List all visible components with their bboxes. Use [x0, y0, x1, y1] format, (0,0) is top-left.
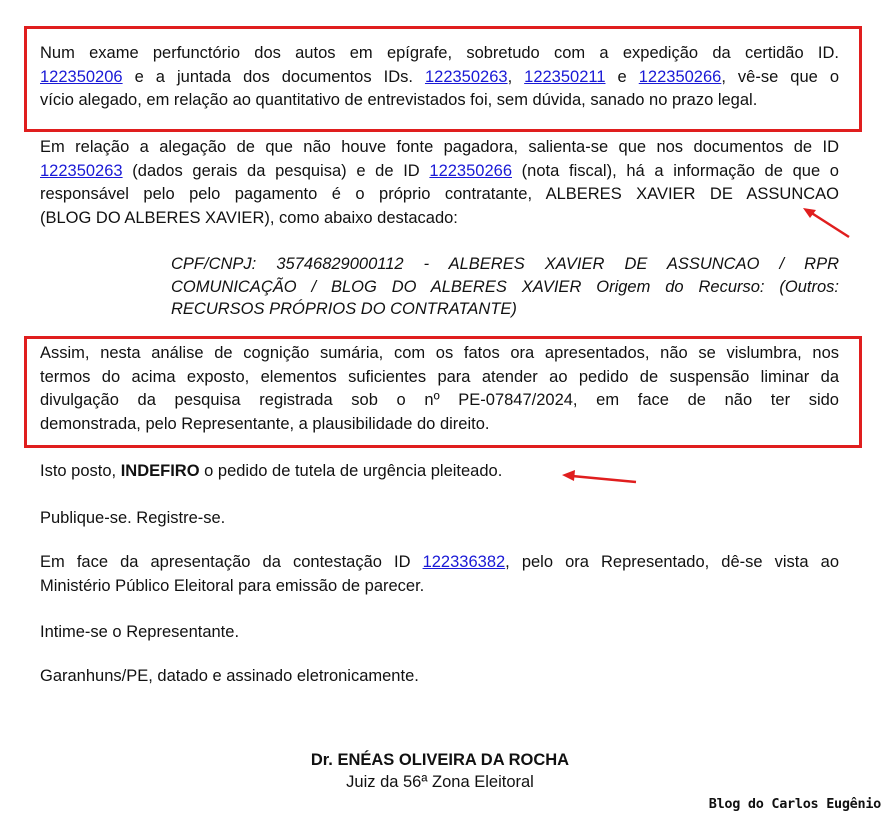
document-link[interactable]: 122350206: [40, 67, 123, 86]
paragraph-4-line-1: Em face da apresentação da contestação ID 122336382, pelo ora Representado, dê-se vista ao: [40, 553, 839, 571]
document-link[interactable]: 122350266: [429, 161, 512, 180]
paragraph-2: [40, 136, 839, 230]
arrow-shaft: [572, 476, 636, 482]
quotation-block: [171, 253, 839, 321]
signature-block: [0, 749, 880, 793]
decision-line: Isto posto, INDEFIRO o pedido de tutela de urgência pleiteado.: [40, 462, 503, 480]
arrow-head: [803, 208, 816, 218]
watermark: Blog do Carlos Eugênio: [708, 796, 881, 812]
arrow-shaft: [810, 212, 849, 237]
document-link[interactable]: 122350266: [638, 67, 722, 86]
paragraph-1-line-3: vício alegado, em relação ao quantitativo de entrevistados foi, sem dúvida, sanado no prazo legal.: [40, 91, 758, 109]
document-link[interactable]: 122350263: [424, 67, 508, 86]
red-arrow-icon: [800, 204, 852, 240]
paragraph-2-line-2: 122350263 (dados gerais da pesquisa) e de ID 122350266 (nota fiscal), há a informação de que o: [40, 161, 839, 180]
signer-title: Juiz da 56ª Zona Eleitoral: [346, 773, 534, 791]
paragraph-1: [40, 42, 839, 113]
paragraph-2-line-4: (BLOG DO ALBERES XAVIER), como abaixo destacado:: [40, 208, 458, 227]
paragraph-3-line-2: termos do acima exposto, elementos suficientes para atender ao pedido de suspensão liminar da: [40, 367, 839, 386]
quote-line-3: RECURSOS PRÓPRIOS DO CONTRATANTE): [171, 300, 517, 318]
document-link[interactable]: 122336382: [422, 553, 506, 571]
document-link[interactable]: 122350211: [524, 67, 606, 86]
paragraph-2-line-3: responsável pelo pelo pagamento é o próprio contratante, ALBERES XAVIER DE ASSUNCAO: [40, 185, 839, 203]
paragraph-2-line-1: Em relação a alegação de que não houve fonte pagadora, salienta-se que nos documentos de ID: [40, 138, 839, 156]
paragraph-3-line-1: Assim, nesta análise de cognição sumária, com os fatos ora apresentados, não se vislumbra, nos: [40, 344, 839, 362]
signer-name: Dr. ENÉAS OLIVEIRA DA ROCHA: [310, 751, 570, 769]
decision-keyword: INDEFIRO: [120, 462, 200, 480]
document-link[interactable]: 122350263: [40, 161, 123, 180]
paragraph-3: [40, 342, 839, 436]
publish-line: Publique-se. Registre-se.: [40, 509, 226, 527]
paragraph-4: [40, 551, 839, 598]
quote-line-2: COMUNICAÇÃO / BLOG DO ALBERES XAVIER Origem do Recurso: (Outros:: [171, 277, 839, 296]
place-date-line: Garanhuns/PE, datado e assinado eletronicamente.: [40, 667, 419, 685]
red-arrow-icon: [560, 468, 640, 488]
paragraph-3-line-4: demonstrada, pelo Representante, a plausibilidade do direito.: [40, 414, 490, 433]
paragraph-1-line-1: Num exame perfunctório dos autos em epígrafe, sobretudo com a expedição da certidão ID.: [40, 44, 839, 62]
paragraph-4-line-2: Ministério Público Eleitoral para emissão de parecer.: [40, 576, 425, 595]
arrow-head: [562, 470, 575, 481]
paragraph-3-line-3: divulgação da pesquisa registrada sob o nº PE-07847/2024, em face de não ter sido: [40, 391, 839, 409]
quote-line-1: CPF/CNPJ: 35746829000112 - ALBERES XAVIER DE ASSUNCAO / RPR: [171, 255, 839, 273]
paragraph-1-line-2: 122350206 e a juntada dos documentos IDs. 122350263, 122350211 e 122350266, vê-se que o: [40, 67, 839, 86]
intime-line: Intime-se o Representante.: [40, 623, 240, 641]
